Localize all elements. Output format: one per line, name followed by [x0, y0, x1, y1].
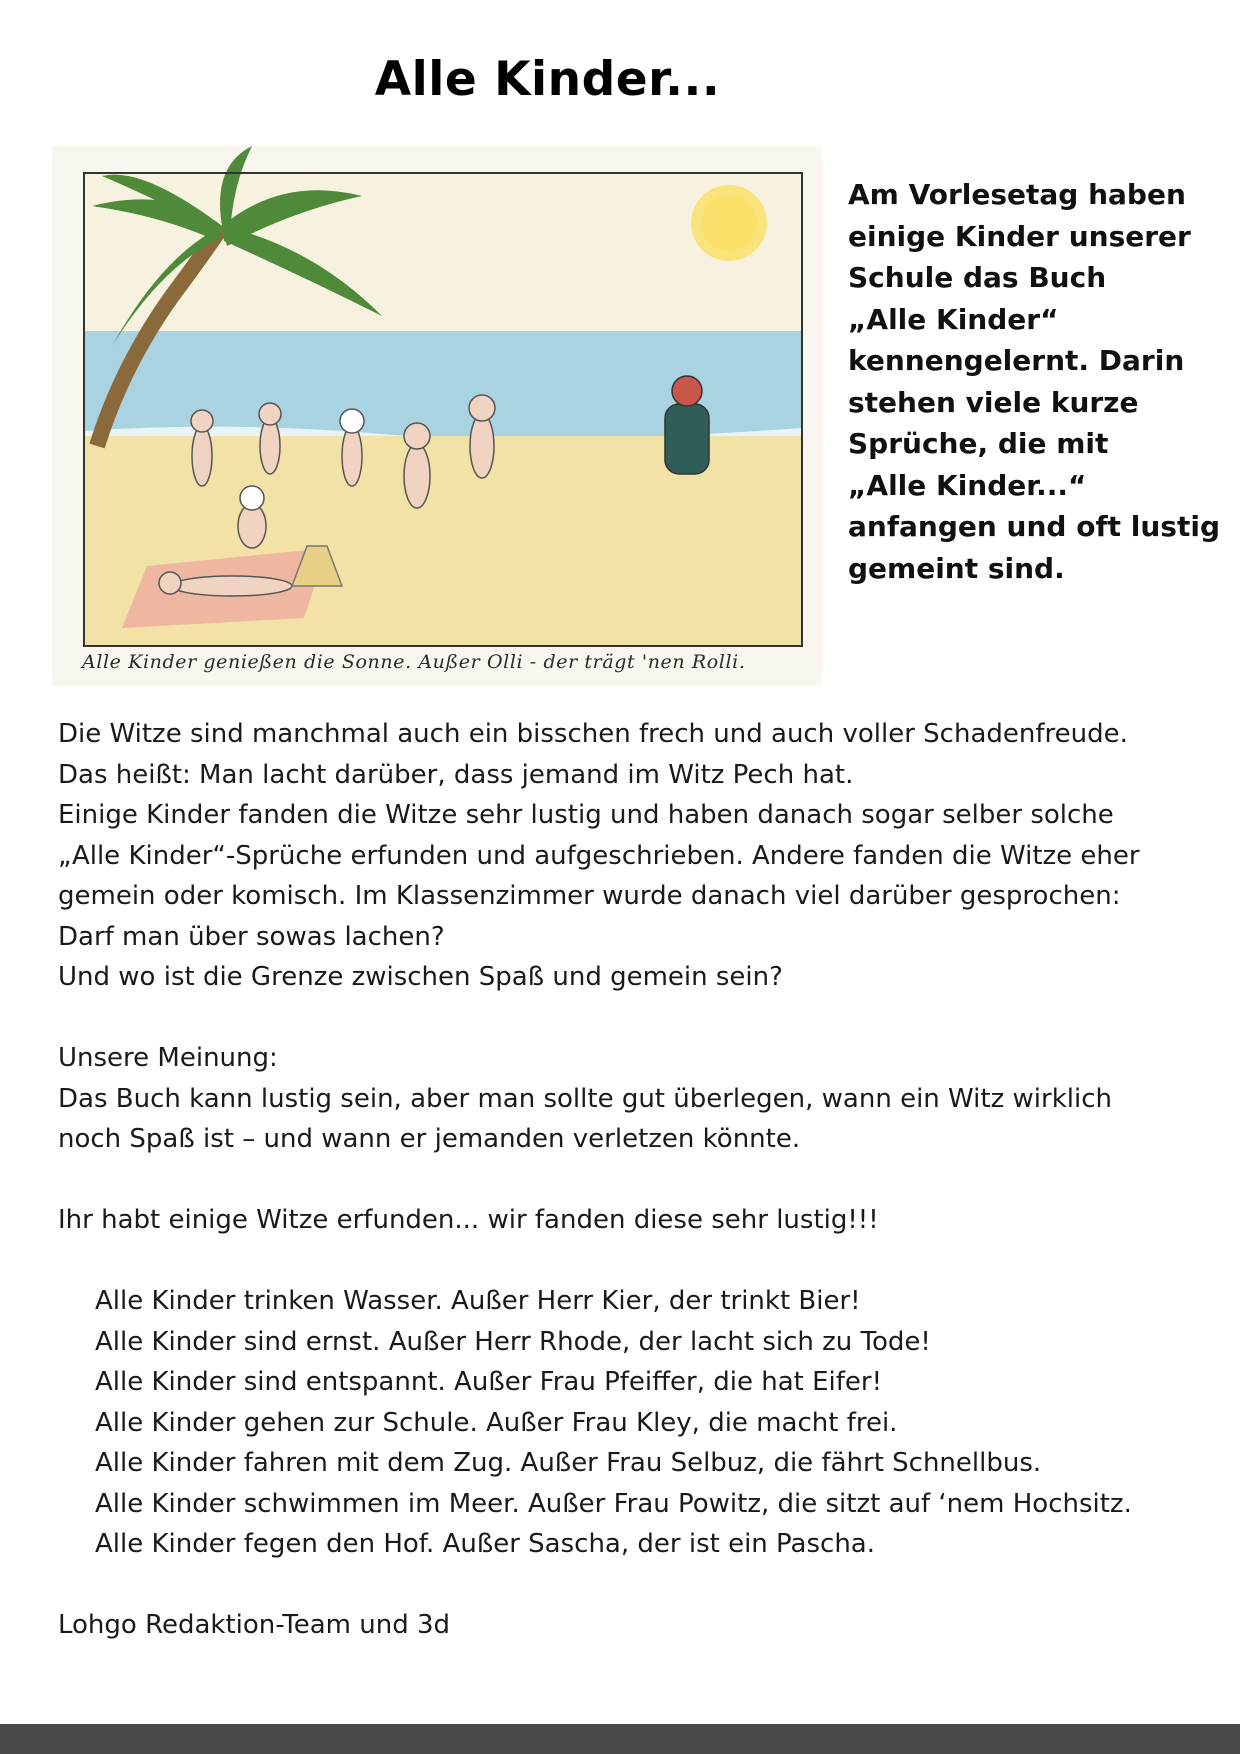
intro-line: einige Kinder unserer	[848, 219, 1191, 253]
opinion-heading: Unsere Meinung:	[58, 1043, 278, 1073]
jokes-intro: Ihr habt einige Witze erfunden... wir fanden diese sehr lustig!!!	[58, 1205, 879, 1235]
child-figure	[342, 426, 362, 486]
child-figure	[404, 444, 430, 508]
opinion-line: Das Buch kann lustig sein, aber man sollte gut überlegen, wann ein Witz wirklich	[58, 1083, 1112, 1114]
child-head	[259, 403, 281, 425]
footer-bar	[0, 1724, 1240, 1754]
intro-line: gemeint sind.	[848, 551, 1065, 585]
joke-item: Alle Kinder sind ernst. Außer Herr Rhode, der lacht sich zu Tode!	[95, 1326, 931, 1357]
joke-item: Alle Kinder gehen zur Schule. Außer Frau Kley, die macht frei.	[95, 1407, 898, 1438]
intro-line: stehen viele kurze	[848, 385, 1139, 419]
boy-in-coat	[665, 404, 709, 474]
child-head-hat	[340, 409, 364, 433]
joke-item: Alle Kinder fegen den Hof. Außer Sascha, der ist ein Pascha.	[95, 1529, 875, 1559]
body-line: Das heißt: Man lacht darüber, dass jemand im Witz Pech hat.	[58, 759, 854, 790]
page-title: Alle Kinder...	[374, 52, 721, 107]
body-line: gemein oder komisch. Im Klassenzimmer wurde danach viel darüber gesprochen:	[58, 881, 1121, 911]
body-line: Und wo ist die Grenze zwischen Spaß und gemein sein?	[58, 962, 783, 992]
intro-line: „Alle Kinder...“	[848, 468, 1087, 502]
intro-line: Sprüche, die mit	[848, 427, 1109, 460]
child-figure	[192, 426, 212, 486]
sunbather-head	[159, 572, 181, 594]
body-line: Einige Kinder fanden die Witze sehr lustig und haben danach sogar selber solche	[58, 800, 1114, 830]
sun-core	[701, 195, 757, 251]
joke-item: Alle Kinder fahren mit dem Zug. Außer Frau Selbuz, die fährt Schnellbus.	[95, 1448, 1042, 1478]
boy-head	[672, 376, 702, 406]
body-line: „Alle Kinder“-Sprüche erfunden und aufgeschrieben. Andere fanden die Witze eher	[58, 840, 1140, 871]
intro-line: „Alle Kinder“	[848, 302, 1059, 336]
child-head-hat	[240, 486, 264, 510]
figure-caption: Alle Kinder genießen die Sonne. Außer Olli - der trägt 'nen Rolli.	[82, 651, 746, 673]
joke-item: Alle Kinder trinken Wasser. Außer Herr Kier, der trinkt Bier!	[95, 1286, 861, 1316]
child-figure	[260, 418, 280, 474]
opinion-line: noch Spaß ist – und wann er jemanden verletzen könnte.	[58, 1124, 801, 1154]
joke-item: Alle Kinder schwimmen im Meer. Außer Frau Powitz, die sitzt auf ‘nem Hochsitz.	[95, 1488, 1132, 1519]
child-head	[191, 410, 213, 432]
intro-line: Am Vorlesetag haben	[848, 178, 1186, 211]
intro-line: kennengelernt. Darin	[848, 344, 1185, 377]
intro-text	[848, 174, 1228, 589]
sunbather	[172, 576, 292, 596]
intro-line: Schule das Buch	[848, 261, 1107, 294]
joke-item: Alle Kinder sind entspannt. Außer Frau Pfeiffer, die hat Eifer!	[95, 1367, 883, 1397]
body-line: Die Witze sind manchmal auch ein bisschen frech und auch voller Schadenfreude.	[58, 719, 1128, 749]
signature: Lohgo Redaktion-Team und 3d	[58, 1610, 451, 1640]
beach-cartoon	[52, 146, 822, 686]
cartoon-illustration	[52, 146, 822, 686]
child-head	[404, 423, 430, 449]
child-figure	[470, 414, 494, 478]
child-head	[469, 395, 495, 421]
jokes-list	[58, 1281, 1218, 1565]
intro-line: anfangen und oft lustig	[848, 510, 1220, 543]
body-line: Darf man über sowas lachen?	[58, 921, 445, 952]
article-body	[58, 714, 1218, 1646]
